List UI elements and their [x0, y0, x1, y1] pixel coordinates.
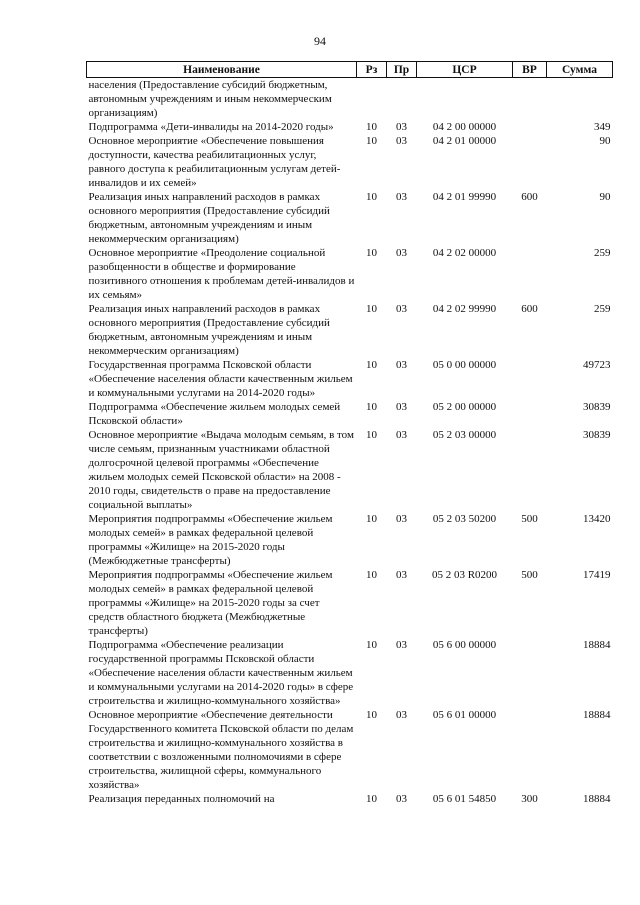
row-rz: 10: [366, 359, 377, 371]
table-row: [87, 78, 613, 121]
table-row: [87, 246, 613, 302]
table-row: [87, 400, 613, 428]
row-rz: 10: [366, 247, 377, 259]
row-rz: 10: [366, 429, 377, 441]
row-vr: 500: [521, 513, 538, 525]
column-header-rz: Рз: [357, 62, 387, 78]
table-header-row: [87, 62, 613, 78]
row-csr: 05 2 03 50200: [432, 513, 497, 525]
row-rz: 10: [366, 121, 377, 133]
row-pr: 03: [396, 429, 407, 441]
row-csr: 04 2 00 00000: [432, 121, 497, 133]
row-sum: 259: [594, 303, 611, 315]
row-name: Реализация иных направлений расходов в рамках основного мероприятия (Предоставление субсидий бюджетным, автономным учреждениям и иным некоммерческим организациям): [88, 191, 330, 245]
budget-table: [86, 61, 613, 806]
row-vr: 300: [521, 793, 538, 805]
row-sum: [547, 78, 613, 121]
table-row: [87, 638, 613, 708]
page-number: 94: [314, 34, 326, 48]
table-row: [87, 190, 613, 246]
row-csr: 04 2 01 99990: [432, 191, 497, 203]
row-csr: 05 6 01 54850: [432, 793, 497, 805]
row-sum: 30839: [583, 429, 611, 441]
row-name: Мероприятия подпрограммы «Обеспечение жильем молодых семей» в рамках федеральной целевой программы «Жилище» на 2015-2020 годы (Межбюджетные трансферты): [88, 513, 333, 567]
row-pr: 03: [396, 401, 407, 413]
row-csr: 05 2 03 R0200: [431, 569, 498, 581]
row-vr: [513, 638, 547, 708]
table-row: [87, 512, 613, 568]
row-sum: 18884: [583, 709, 611, 721]
row-rz: 10: [366, 191, 377, 203]
row-sum: 49723: [583, 359, 611, 371]
column-header-vr: ВР: [513, 62, 547, 78]
row-rz: [357, 78, 387, 121]
row-rz: 10: [366, 303, 377, 315]
row-sum: 90: [599, 135, 611, 147]
row-name: населения (Предоставление субсидий бюджетным, автономным учреждениям и иным некоммерческим организациям): [88, 79, 332, 119]
row-rz: 10: [366, 513, 377, 525]
row-pr: 03: [396, 303, 407, 315]
table-row: [87, 568, 613, 638]
row-name: Подпрограмма «Обеспечение жильем молодых семей Псковской области»: [88, 401, 341, 427]
row-name: Подпрограмма «Обеспечение реализации государственной программы Псковской области «Обеспечение населения области качественным жильем и коммунальными услугами на 2014-2020 годы» в сфере строительства и жилищно-коммунального хозяйства»: [88, 639, 354, 707]
column-header-name: Наименование: [87, 62, 357, 78]
row-sum: 18884: [583, 639, 611, 651]
row-pr: 03: [396, 569, 407, 581]
row-csr: 04 2 02 00000: [432, 247, 497, 259]
row-name: Мероприятия подпрограммы «Обеспечение жильем молодых семей» в рамках федеральной целевой программы «Жилище» на 2015-2020 годы за счет средств областного бюджета (Межбюджетные трансферты): [88, 569, 333, 637]
column-header-pr: Пр: [387, 62, 417, 78]
row-pr: 03: [396, 135, 407, 147]
row-name: Государственная программа Псковской области «Обеспечение населения области качественным жильем и коммунальными услугами на 2014-2020 годы»: [88, 359, 353, 399]
row-pr: 03: [396, 793, 407, 805]
row-vr: 600: [521, 303, 538, 315]
row-vr: [513, 358, 547, 400]
row-csr: 05 2 03 00000: [432, 429, 497, 441]
row-csr: 05 2 00 00000: [432, 401, 497, 413]
row-pr: 03: [396, 191, 407, 203]
table-row: [87, 134, 613, 190]
row-vr: [513, 708, 547, 792]
row-name: Основное мероприятие «Выдача молодым семьям, в том числе семьям, признанным участниками областной долгосрочной целевой программы «Обеспечение жильем молодых семей Псковской области» на 2008 - 2010 годы, свидетельств о праве на предоставление социальной выплаты»: [88, 429, 354, 511]
row-vr: [513, 78, 547, 121]
row-pr: 03: [396, 247, 407, 259]
row-vr: [513, 246, 547, 302]
row-pr: [387, 78, 417, 121]
table-row: [87, 302, 613, 358]
table-row: [87, 358, 613, 400]
row-rz: 10: [366, 793, 377, 805]
row-name: Реализация переданных полномочий на: [88, 793, 275, 805]
row-pr: 03: [396, 359, 407, 371]
row-csr: 04 2 01 00000: [432, 135, 497, 147]
row-csr: 04 2 02 99990: [432, 303, 497, 315]
row-vr: [513, 134, 547, 190]
row-sum: 349: [594, 121, 611, 133]
row-name: Основное мероприятие «Обеспечение повышения доступности, качества реабилитационных услуг, равного доступа к реабилитационным услугам детей-инвалидов и их семей»: [88, 135, 341, 189]
row-sum: 13420: [583, 513, 611, 525]
row-pr: 03: [396, 121, 407, 133]
row-csr: 05 6 01 00000: [432, 709, 497, 721]
row-vr: [513, 428, 547, 512]
row-csr: 05 0 00 00000: [432, 359, 497, 371]
row-sum: 18884: [583, 793, 611, 805]
column-header-sum: Сумма: [547, 62, 613, 78]
row-name: Основное мероприятие «Преодоление социальной разобщенности в обществе и формирование позитивного отношения к проблемам детей-инвалидов и их семьям»: [88, 247, 355, 301]
row-rz: 10: [366, 569, 377, 581]
row-rz: 10: [366, 709, 377, 721]
row-csr: [417, 78, 513, 121]
row-vr: [513, 400, 547, 428]
column-header-csr: ЦСР: [417, 62, 513, 78]
row-pr: 03: [396, 513, 407, 525]
row-vr: [513, 120, 547, 134]
row-name: Подпрограмма «Дети-инвалиды на 2014-2020 годы»: [88, 121, 334, 133]
row-sum: 259: [594, 247, 611, 259]
row-sum: 17419: [583, 569, 611, 581]
row-sum: 90: [599, 191, 611, 203]
table-row: [87, 792, 613, 806]
table-row: [87, 708, 613, 792]
row-pr: 03: [396, 709, 407, 721]
row-name: Основное мероприятие «Обеспечение деятельности Государственного комитета Псковской области по делам строительства и жилищно-коммунального хозяйства в соответствии с возложенными полномочиями в сфере строительства, жилищной сферы, коммунального хозяйства»: [88, 709, 354, 791]
row-rz: 10: [366, 135, 377, 147]
row-vr: 500: [521, 569, 538, 581]
row-csr: 05 6 00 00000: [432, 639, 497, 651]
row-pr: 03: [396, 639, 407, 651]
row-sum: 30839: [583, 401, 611, 413]
row-rz: 10: [366, 639, 377, 651]
table-row: [87, 120, 613, 134]
row-rz: 10: [366, 401, 377, 413]
row-vr: 600: [521, 191, 538, 203]
row-name: Реализация иных направлений расходов в рамках основного мероприятия (Предоставление субсидий бюджетным, автономным учреждениям и иным некоммерческим организациям): [88, 303, 330, 357]
table-row: [87, 428, 613, 512]
